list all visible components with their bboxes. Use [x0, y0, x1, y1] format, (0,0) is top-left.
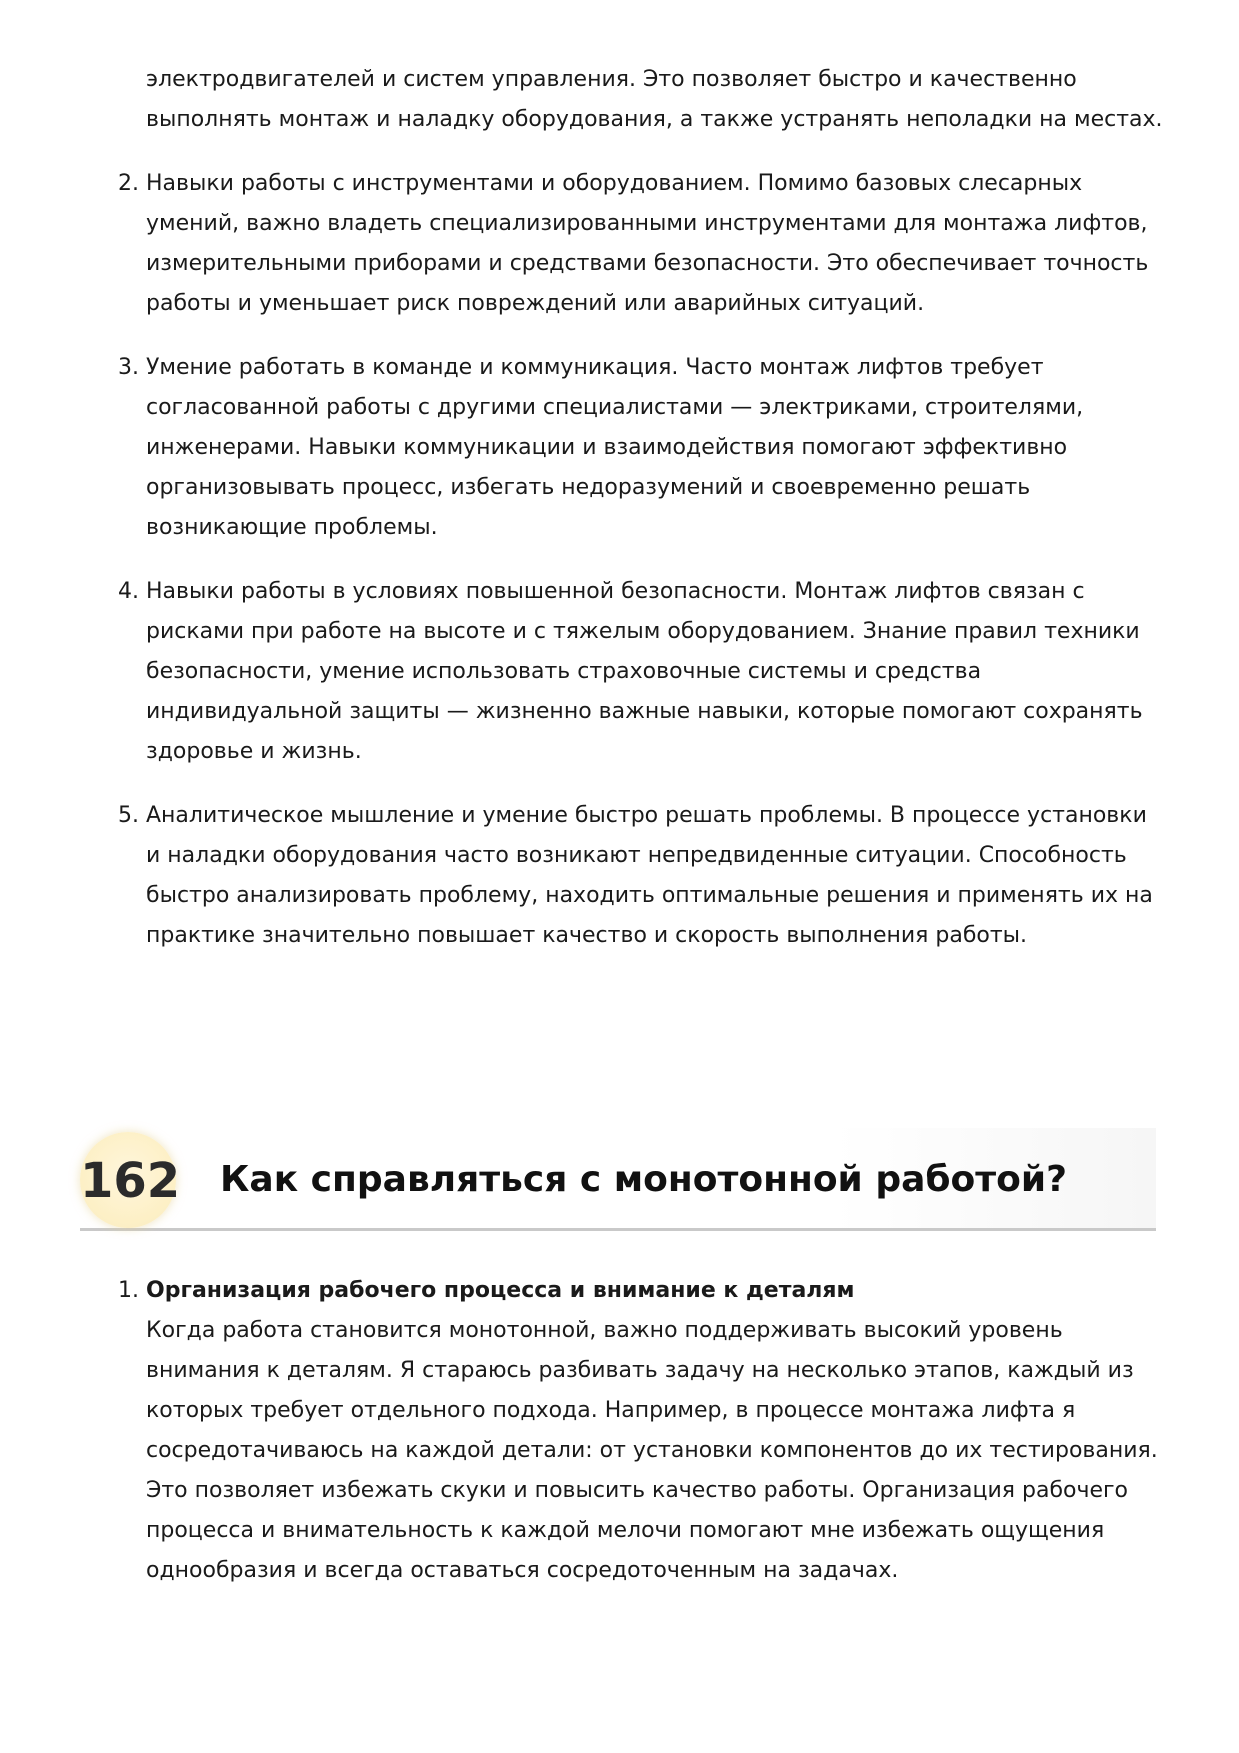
list-item — [118, 572, 1166, 772]
list-item — [118, 1271, 1166, 1591]
question-number-badge — [80, 1132, 181, 1228]
section-header — [80, 1128, 1156, 1231]
list-item-number: 1. — [118, 1278, 139, 1303]
list-item-heading: Организация рабочего процесса и внимание к деталям — [146, 1278, 855, 1303]
section-title: Как справляться с монотонной работой? — [220, 1159, 1067, 1200]
list-item-text: Навыки работы в условиях повышенной безопасности. Монтаж лифтов связан с рисками при работе на высоте и с тяжелым оборудованием. Знание правил техники безопасности, умение использовать страховочные системы и средства индивидуальной защиты — жизненно важные навыки, которые помогают сохранять здоровье и жизнь. — [146, 579, 1143, 764]
list-item-number: 5. — [118, 803, 139, 828]
question-number: 162 — [80, 1153, 181, 1209]
list-item-text: Умение работать в команде и коммуникация. Часто монтаж лифтов требует согласованной работы с другими специалистами — электриками, строителями, инженерами. Навыки коммуникации и взаимодействия помогают эффективно организовывать процесс, избегать недоразумений и своевременно решать возникающие проблемы. — [146, 355, 1084, 540]
list-item — [118, 796, 1166, 956]
list-item-text: Навыки работы с инструментами и оборудованием. Помимо базовых слесарных умений, важно владеть специализированными инструментами для монтажа лифтов, измерительными приборами и средствами безопасности. Это обеспечивает точность работы и уменьшает риск повреждений или аварийных ситуаций. — [146, 171, 1149, 316]
skills-list — [118, 60, 1166, 980]
list-item — [146, 60, 1166, 140]
list-item-text: электродвигателей и систем управления. Это позволяет быстро и качественно выполнять монтаж и наладку оборудования, а также устранять неполадки на местах. — [146, 67, 1163, 132]
list-item-number: 2. — [118, 171, 139, 196]
list-item-number: 3. — [118, 355, 139, 380]
list-item-number: 4. — [118, 579, 139, 604]
list-item-text: Когда работа становится монотонной, важно поддерживать высокий уровень внимания к деталям. Я стараюсь разбивать задачу на несколько этапов, каждый из которых требует отдельного подхода. Например, в процессе монтажа лифта я сосредотачиваюсь на каждой детали: от установки компонентов до их тестирования. Это позволяет избежать скуки и повысить качество работы. Организация рабочего процесса и внимательность к каждой мелочи помогают мне избежать ощущения однообразия и всегда оставаться сосредоточенным на задачах. — [146, 1318, 1158, 1583]
list-item — [118, 164, 1166, 324]
list-item-text: Аналитическое мышление и умение быстро решать проблемы. В процессе установки и наладки оборудования часто возникают непредвиденные ситуации. Способность быстро анализировать проблему, находить оптимальные решения и применять их на практике значительно повышает качество и скорость выполнения работы. — [146, 803, 1153, 948]
answer-list — [118, 1271, 1166, 1615]
list-item — [118, 348, 1166, 548]
